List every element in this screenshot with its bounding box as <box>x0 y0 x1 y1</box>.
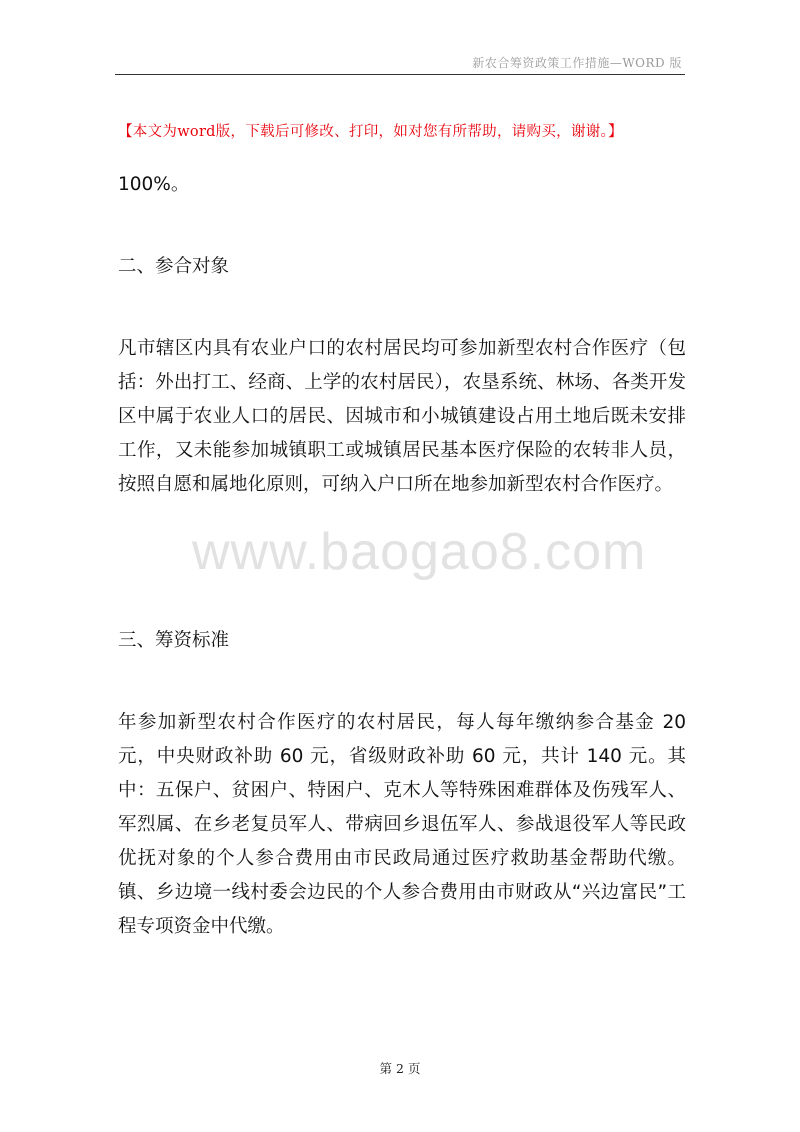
section-heading-participants: 二、参合对象 <box>118 256 230 277</box>
header-divider <box>115 74 685 75</box>
purchase-notice: 【本文为word版，下载后可修改、打印，如对您有所帮助，请购买，谢谢。】 <box>118 124 623 140</box>
watermark: www.baogao8.com <box>192 523 647 581</box>
continued-paragraph-fragment: 100%。 <box>118 174 190 195</box>
funding-standard-paragraph: 年参加新型农村合作医疗的农村居民，每人每年缴纳参合基金 20 元，中央财政补助 60 元，省级财政补助 60 元，共计 140 元。其中：五保户、贫困户、特困户、克木人等特殊困难群体及伤残军人、军烈属、在乡老复员军人、带病回乡退伍军人、参战退役军人等民政优抚对象的个人参合费用由市民政局通过医疗救助基金帮助代缴。镇、乡边境一线村委会边民的个人参合费用由市财政从“兴边富民”工程专项资金中代缴。 <box>118 712 686 937</box>
participants-paragraph: 凡市辖区内具有农业户口的农村居民均可参加新型农村合作医疗（包括：外出打工、经商、上学的农村居民），农垦系统、林场、各类开发区中属于农业人口的居民、因城市和小城镇建设占用土地后既未安排工作，又未能参加城镇职工或城镇居民基本医疗保险的农转非人员，按照自愿和属地化原则，可纳入户口所在地参加新型农村合作医疗。 <box>118 338 686 495</box>
running-header: 新农合筹资政策工作措施—WORD 版 <box>472 56 682 70</box>
page-number: 第 2 页 <box>379 1061 421 1076</box>
section-heading-funding-standard: 三、筹资标准 <box>118 630 230 651</box>
